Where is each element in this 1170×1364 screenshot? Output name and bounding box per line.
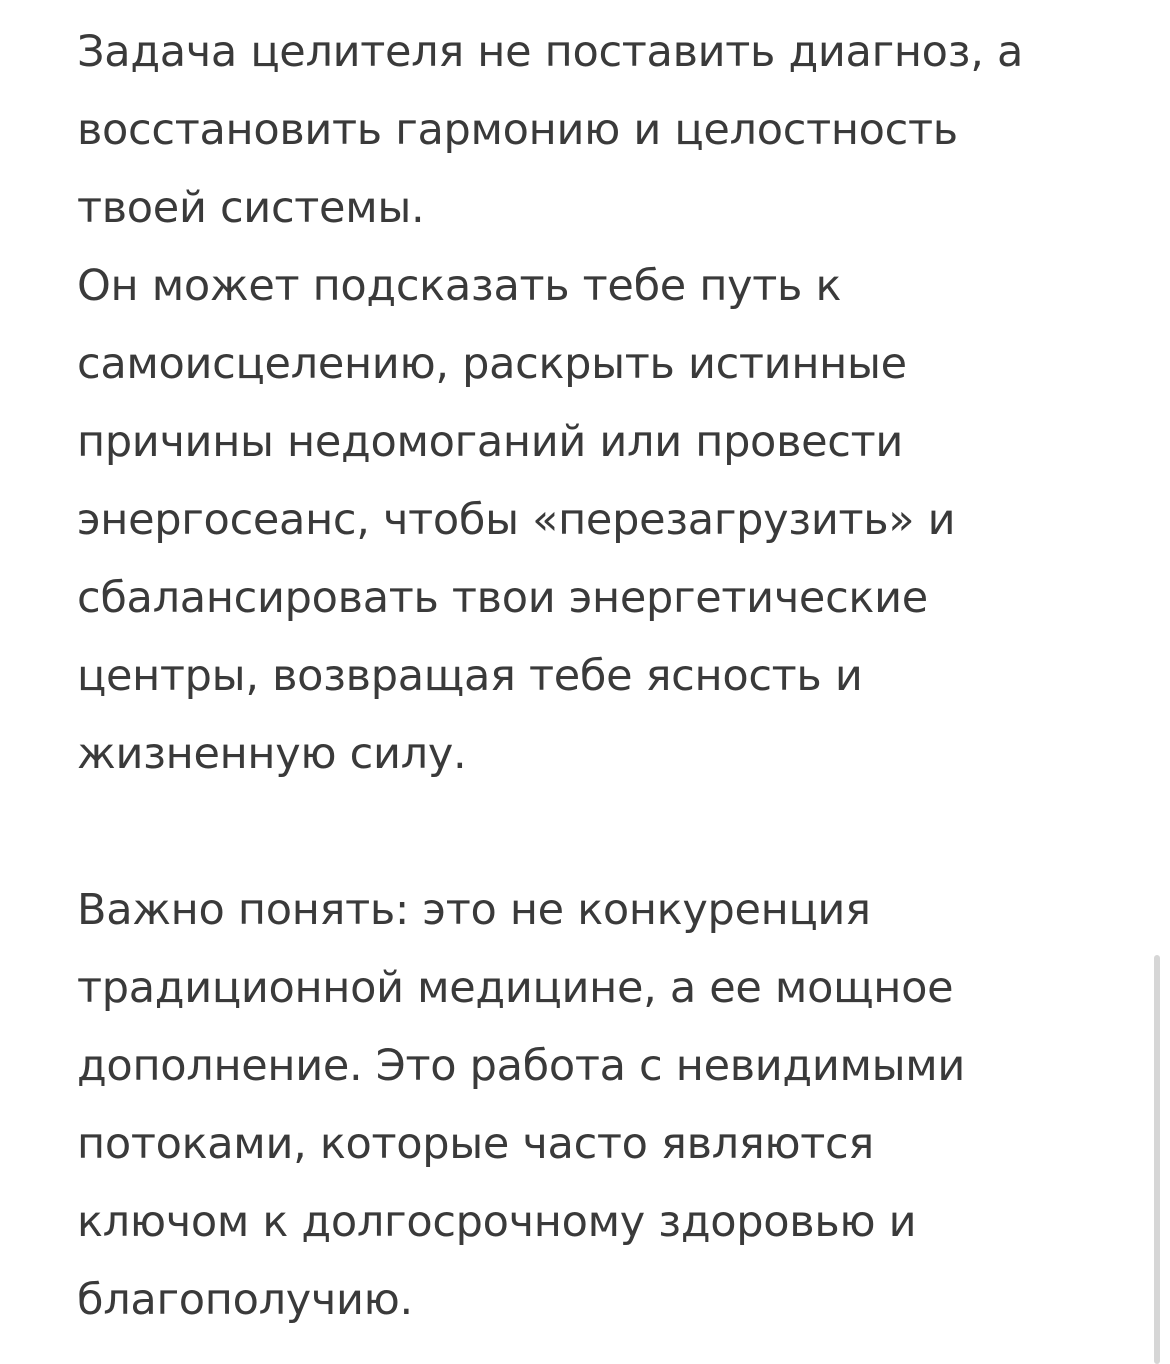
text-line: благополучию. [77, 1275, 413, 1325]
paragraph-3 [77, 871, 1137, 1339]
paragraph-gap [77, 793, 1137, 871]
text-line: восстановить гармонию и целостность [77, 105, 958, 155]
article-text [77, 0, 1137, 1339]
text-line: Важно понять: это не конкуренция [77, 885, 871, 935]
text-line: причины недомоганий или провести [77, 417, 904, 467]
scrollbar-thumb[interactable] [1154, 955, 1160, 1364]
paragraph-2 [77, 247, 1137, 793]
text-line: ключом к долгосрочному здоровью и [77, 1197, 917, 1247]
text-line: потоками, которые часто являются [77, 1119, 874, 1169]
paragraph-1 [77, 13, 1137, 247]
text-line: Он может подсказать тебе путь к [77, 261, 842, 311]
text-line: самоисцелению, раскрыть истинные [77, 339, 907, 389]
text-line: традиционной медицине, а ее мощное [77, 963, 954, 1013]
text-line: энергосеанс, чтобы «перезагрузить» и [77, 495, 956, 545]
text-line: дополнение. Это работа с невидимыми [77, 1041, 966, 1091]
text-line: центры, возвращая тебе ясность и [77, 651, 863, 701]
text-line: жизненную силу. [77, 729, 467, 779]
text-line: твоей системы. [77, 183, 425, 233]
text-line: сбалансировать твои энергетические [77, 573, 928, 623]
text-line: Задача целителя не поставить диагноз, а [77, 27, 1024, 77]
